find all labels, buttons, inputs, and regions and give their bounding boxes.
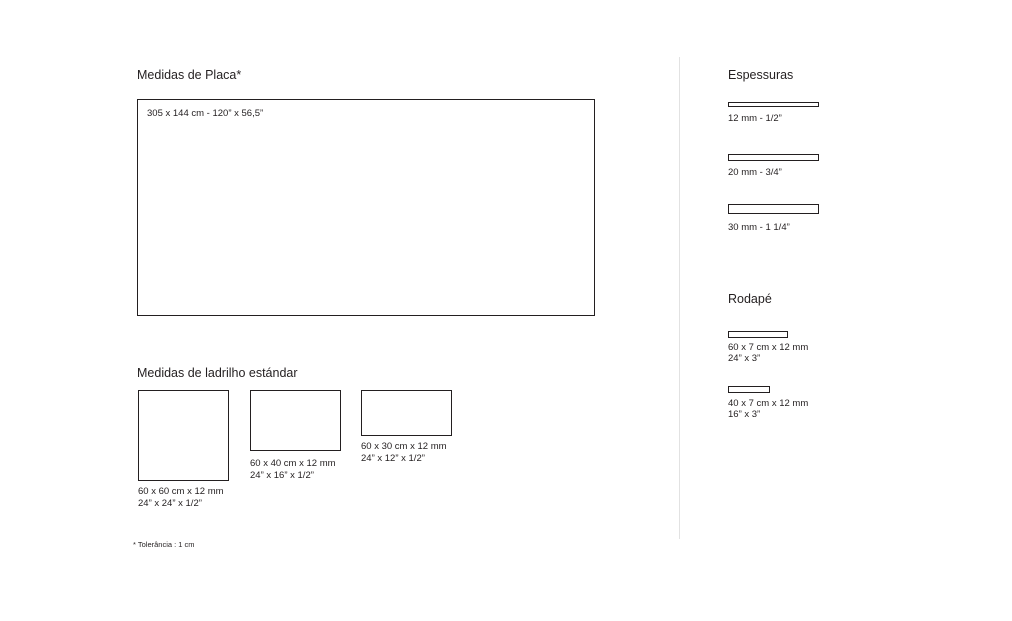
tile-60x40-metric: 60 x 40 cm x 12 mm xyxy=(250,458,336,469)
thickness-12mm-label: 12 mm - 1/2” xyxy=(728,113,782,124)
skirting-40x7-metric: 40 x 7 cm x 12 mm xyxy=(728,398,809,409)
skirting-60x7-metric: 60 x 7 cm x 12 mm xyxy=(728,342,809,353)
thickness-30mm-label: 30 mm - 1 1/4” xyxy=(728,222,790,233)
tile-60x40-imperial: 24” x 16” x 1/2” xyxy=(250,470,314,481)
skirting-60x7-imperial: 24” x 3” xyxy=(728,353,761,364)
tile-60x30-diagram xyxy=(361,390,452,436)
column-divider xyxy=(679,57,680,539)
thickness-20mm-label: 20 mm - 3/4” xyxy=(728,167,782,178)
tile-60x40-diagram xyxy=(250,390,341,451)
slab-dimensions-label: 305 x 144 cm - 120” x 56,5” xyxy=(147,108,264,119)
tiles-title: Medidas de ladrilho estándar xyxy=(137,366,298,380)
tile-60x60-imperial: 24” x 24” x 1/2” xyxy=(138,498,202,509)
skirting-40x7-imperial: 16” x 3” xyxy=(728,409,761,420)
tile-60x30-imperial: 24” x 12” x 1/2” xyxy=(361,453,425,464)
thickness-30mm-bar xyxy=(728,204,819,214)
skirting-60x7-bar xyxy=(728,331,788,338)
thickness-12mm-bar xyxy=(728,102,819,107)
skirting-title: Rodapé xyxy=(728,292,772,306)
slab-diagram xyxy=(137,99,595,316)
thickness-title: Espessuras xyxy=(728,68,794,82)
skirting-40x7-bar xyxy=(728,386,770,393)
thickness-20mm-bar xyxy=(728,154,819,161)
slab-title: Medidas de Placa* xyxy=(137,68,242,82)
tile-60x60-metric: 60 x 60 cm x 12 mm xyxy=(138,486,224,497)
tile-60x30-metric: 60 x 30 cm x 12 mm xyxy=(361,441,447,452)
tile-60x60-diagram xyxy=(138,390,229,481)
tolerance-footnote: * Tolerância : 1 cm xyxy=(133,540,195,549)
